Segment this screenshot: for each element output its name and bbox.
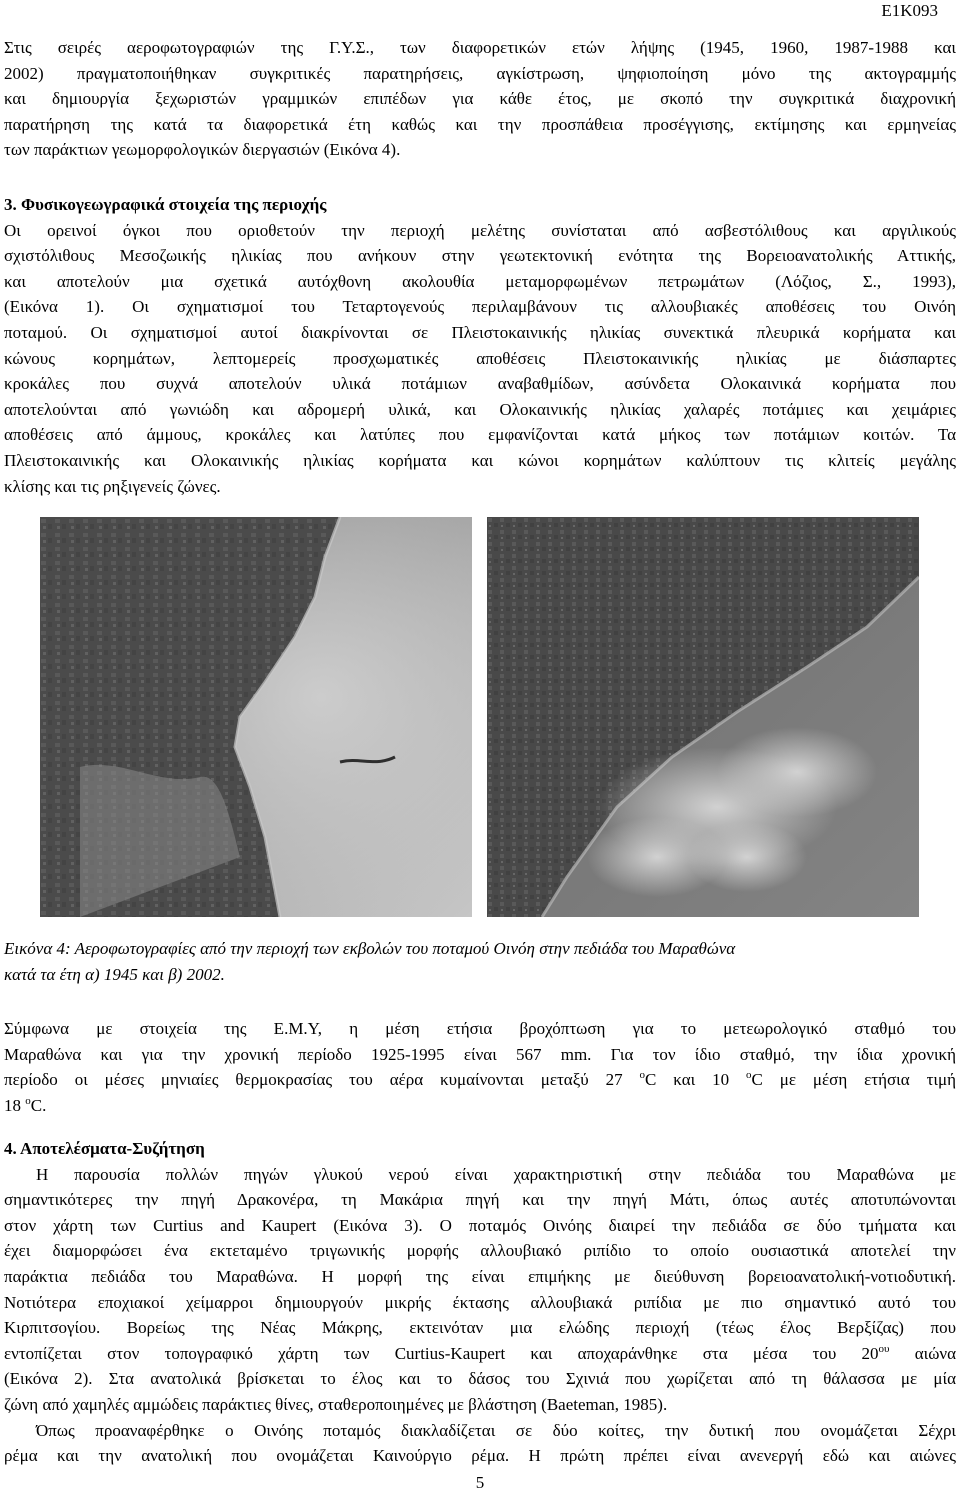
- text-line: αποθέσεις από άμμους, κροκάλες και λατύπες που εμφανίζονται κατά μήκος των ποτάμιων κοιτών. Τα: [4, 425, 956, 445]
- text-line: και δημιουργία ξεχωριστών γραμμικών επιπέδων για κάθε έτος, με σκοπό την συγκριτικά διαχρονική: [4, 89, 956, 109]
- text-line: Στις σειρές αεροφωτογραφιών της Γ.Υ.Σ., των διαφορετικών ετών λήψης (1945, 1960, 1987-1988 και: [4, 38, 956, 57]
- text-line: σχιστόλιθους Μεσοζωικής ηλικίας που ανήκουν στην γεωτεκτονική ενότητα της Βορειοανατολικής Αττικής,: [4, 246, 956, 266]
- text-line: σημαντικότερες την πηγή Δρακονέρα, τη Μακάρια πηγή και την πηγή Μάτι, όπως αυτές αποτυπώνονται: [4, 1190, 956, 1210]
- superscript: o: [746, 1069, 752, 1082]
- text-line: κώνους κορημάτων, λεπτομερείς προσχωματικές αποθέσεις Πλειστοκαινικής ηλικίας με διάσπαρτες: [4, 348, 956, 368]
- document-code: E1K093: [881, 1, 938, 20]
- text-line: ποταμού. Οι σχηματισμοί αυτοί διακρίνονται σε Πλειστοκαινικής ηλικίας συνεκτικά πλευρικά κορήματα και: [4, 322, 956, 342]
- text-line: Η παρουσία πολλών πηγών γλυκού νερού είναι χαρακτηριστική στην πεδιάδα του Μαραθώνα με: [36, 1164, 956, 1184]
- section-heading: 3. Φυσικογεωγραφικά στοιχεία της περιοχής: [4, 195, 327, 214]
- text-span: 18: [4, 1095, 26, 1115]
- text-span: εντοπίζεται στον τοπογραφικό χάρτη των Curtius-Kaupert και αποχαράνθηκε στα μέσα του 20: [4, 1343, 879, 1363]
- section-4: [4, 1136, 956, 1469]
- text-line: [4, 1093, 956, 1119]
- text-line: και αποτελούν μια σχετικά αυτόχθονη ακολουθία μεταμορφωμένων πετρωμάτων (Λόζιος, Σ., 1993),: [4, 271, 956, 291]
- figure-caption: [4, 936, 956, 987]
- text-span: αιώνα: [889, 1343, 956, 1363]
- superscript: o: [639, 1069, 646, 1082]
- intro-paragraph: [4, 35, 956, 163]
- section-heading: 4. Αποτελέσματα-Συζήτηση: [4, 1139, 205, 1158]
- text-line: ρέμα και την ανατολική που ονομάζεται Καινούργιο ρέμα. Η πρώτη πρέπει είναι ανενεργή εδώ και αιώνες: [4, 1446, 956, 1466]
- text-span: C.: [30, 1095, 47, 1115]
- text-line: (Εικόνα 1). Οι σχηματισμοί του Τεταρτογενούς περιλαμβάνουν τις αλλουβιακές αποθέσεις του Οινόη: [4, 297, 956, 317]
- text-line: [4, 1341, 956, 1367]
- climate-paragraph: [4, 1016, 956, 1118]
- caption-line: Εικόνα 4: Αεροφωτογραφίες από την περιοχή των εκβολών του ποταμού Οινόη στην πεδιάδα του Μαραθώνα: [4, 939, 736, 958]
- text-line: Οι ορεινοί όγκοι που οριοθετούν την περιοχή μελέτης συνίσταται από ασβεστόλιθους και αργιλικούς: [4, 220, 956, 240]
- text-line: Νοτιότερα εποχιακοί χείμαρροι δημιουργούν μικρής έκτασης αλλουβιακά ριπίδια με πιο σημαντικό αυτό του: [4, 1292, 956, 1312]
- text-line: στον χάρτη των Curtius and Kaupert (Εικόνα 3). Ο ποταμός Οινόης διαιρεί την πεδιάδα σε δύο τμήματα και: [4, 1215, 956, 1235]
- caption-line: κατά τα έτη α) 1945 και β) 2002.: [4, 964, 225, 984]
- text-line: Κιρπιτσογίου. Βορείως της Νέας Μάκρης, εκτεινόταν μια ελώδης περιοχή (τέως έλος Βερξίζας) που: [4, 1318, 956, 1338]
- text-line: Όπως προαναφέρθηκε ο Οινόης ποταμός διακλαδίζεται σε δύο κοίτες, την δυτική που ονομάζεται Σέχρι: [36, 1420, 956, 1440]
- superscript: o: [25, 1094, 31, 1107]
- text-line: κλίσης και τις ρηξιγενείς ζώνες.: [4, 476, 221, 496]
- text-span: C με μέση ετήσια τιμή: [751, 1070, 956, 1090]
- text-line: [4, 1067, 956, 1093]
- text-line: Σύμφωνα με στοιχεία της Ε.Μ.Υ, η μέση ετήσια βροχόπτωση για το μετεωρολογικό σταθμό του: [4, 1019, 956, 1038]
- text-line: (Εικόνα 2). Στα ανατολικά βρίσκεται το έλος και το δάσος του Σχινιά που χωρίζεται από τη θάλασσα με μία: [4, 1369, 956, 1389]
- text-line: Μαραθώνα και για την χρονική περίοδο 1925-1995 είναι 567 mm. Για τον ίδιο σταθμό, την ίδια χρονική: [4, 1044, 956, 1064]
- superscript: ου: [878, 1342, 890, 1355]
- text-line: κροκάλες που συχνά αποτελούν υλικά ποτάμιων αναβαθμίδων, ασύνδετα Ολοκαινικά κορήματα που: [4, 374, 956, 394]
- text-line: των παράκτιων γεωμορφολογικών διεργασιών (Εικόνα 4).: [4, 140, 401, 160]
- text-line: παράκτια πεδιάδα του Μαραθώνα. Η μορφή της είναι επιμήκης με διεύθυνση βορειοανατολική-νοτιοδυτική.: [4, 1266, 956, 1286]
- text-line: αποτελούνται από γωνιώδη και αδρομερή υλικά, και Ολοκαινικής ηλικίας χαλαρές ποτάμιες και χειμάριες: [4, 399, 956, 419]
- text-span: περίοδο οι μέσες μηνιαίες θερμοκρασίας του αέρα κυμαίνονται μεταξύ 27: [4, 1070, 640, 1090]
- aerial-photo-1945: [40, 517, 472, 917]
- text-line: έχει διαμορφώσει ένα εκτεταμένο τριγωνικής μορφής αλλουβιακό ριπίδιο το οποίο ουσιαστικά αποτελεί την: [4, 1241, 956, 1261]
- text-line: παρατήρηση της κατά τα διαφορετικά έτη καθώς και την προσπάθεια προσέγγισης, εκτίμησης και ερμηνείας: [4, 114, 956, 134]
- page-number: 5: [475, 1473, 485, 1492]
- text-span: C και 10: [645, 1070, 747, 1090]
- text-line: ζώνη από χαμηλές αμμώδεις παράκτιες θίνες, σταθεροποιημένες με βλάστηση (Baeteman, 1985).: [4, 1394, 668, 1414]
- section-3: [4, 192, 956, 499]
- text-line: 2002) πραγματοποιήθηκαν συγκριτικές παρατηρήσεις, αγκίστρωση, ψηφιοποίηση μόνο της ακτογραμμής: [4, 63, 956, 83]
- aerial-photo-2002: [487, 517, 919, 917]
- text-line: Πλειστοκαινικής και Ολοκαινικής ηλικίας κορήματα και κώνοι κορημάτων καλύπτουν τις κλιτείς μεγάλης: [4, 450, 956, 470]
